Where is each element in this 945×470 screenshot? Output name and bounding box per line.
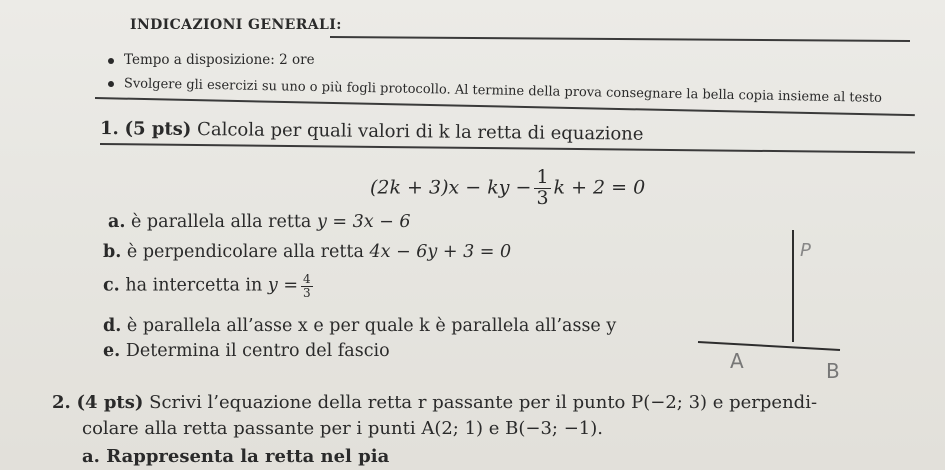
bullet-dot-icon <box>108 81 114 87</box>
sketch-label-a: A <box>730 349 744 373</box>
sketch-horizontal-line <box>698 342 840 350</box>
q1-item-a: a. è parallela alla retta y = 3x − 6 <box>108 212 411 232</box>
q1-equation: (2k + 3)x − ky − $\frac{1}{3}$ k + 2 = 0 <box>370 166 646 209</box>
q1-item-c: c. ha intercetta in y = $\frac{4}{3}$ <box>103 272 311 300</box>
top-rule <box>330 36 910 42</box>
bullet-time: Tempo a disposizione: 2 ore <box>108 52 315 68</box>
q1-item-e: e. Determina il centro del fascio <box>103 341 390 361</box>
sketch-label-p: P <box>800 240 811 261</box>
question-divider <box>100 143 915 153</box>
q1-prompt: 1. (5 pts) Calcola per quali valori di k la retta di equazione <box>99 118 644 145</box>
q2-prompt-line2: colare alla retta passante per i punti A(2; 1) e B(−3; −1). <box>82 418 603 439</box>
q2-prompt-line1: 2. (4 pts) Scrivi l’equazione della retta r passante per il punto P(−2; 3) e perpendi- <box>52 392 818 413</box>
bullet-instructions: Svolgere gli esercizi su uno o più fogli protocollo. Al termine della prova consegnare la bella copia insieme al testo <box>108 76 882 106</box>
sketch-label-b: B <box>826 359 840 380</box>
header-title: INDICAZIONI GENERALI: <box>130 17 342 33</box>
q1-item-d: d. è parallela all’asse x e per quale k è parallela all’asse y <box>103 316 617 336</box>
hand-sketch <box>690 230 870 380</box>
q1-item-b: b. è perpendicolare alla retta 4x − 6y + 3 = 0 <box>103 242 512 262</box>
q2-item-a: a. Rappresenta la retta nel pia <box>82 446 390 467</box>
bullet-dot-icon <box>108 58 114 64</box>
